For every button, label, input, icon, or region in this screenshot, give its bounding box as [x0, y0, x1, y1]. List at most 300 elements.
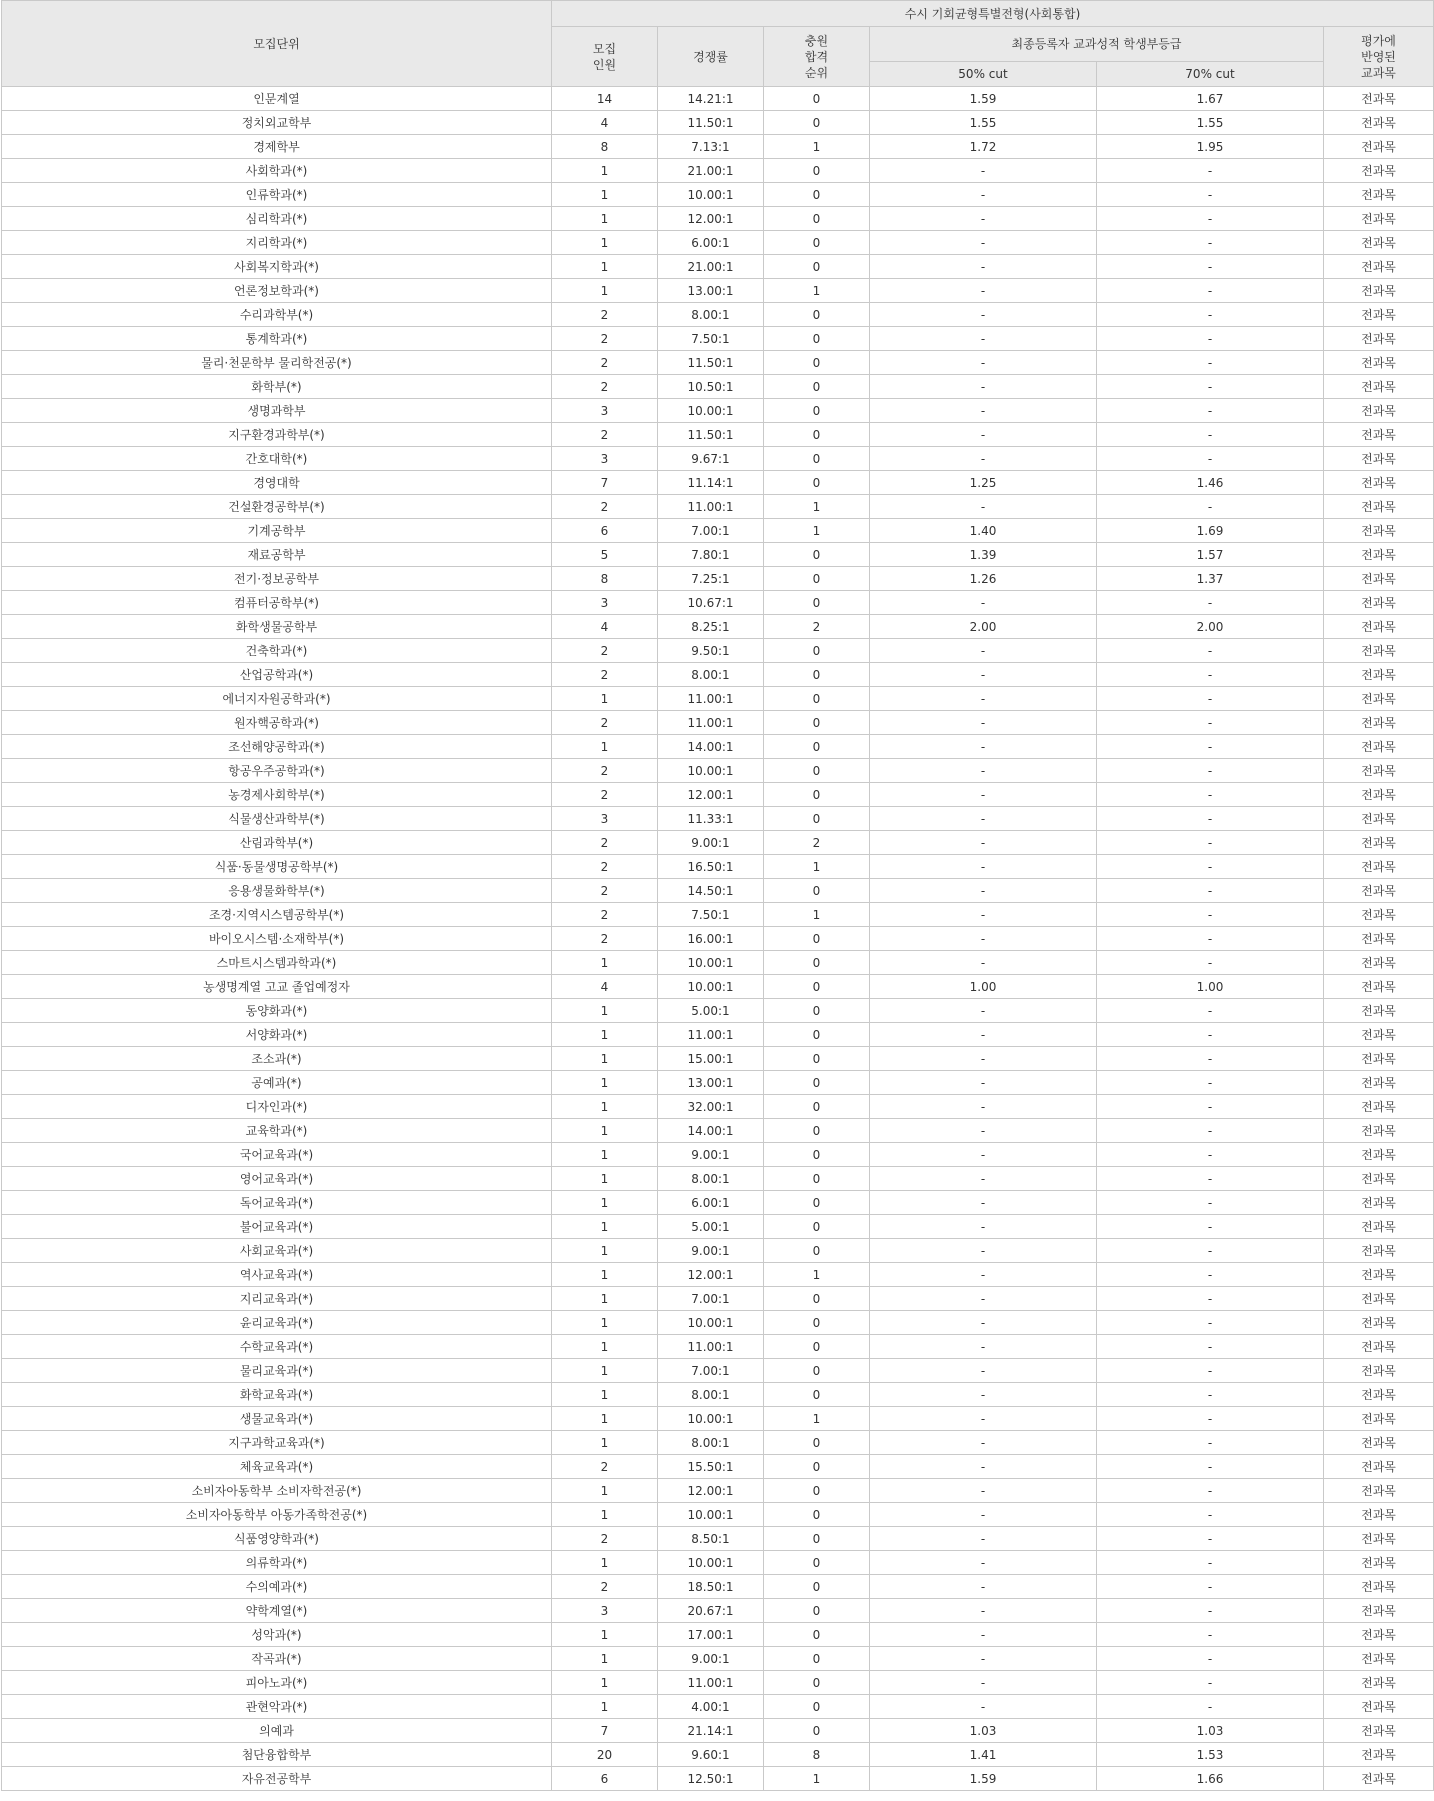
rank-cell: 0 [764, 999, 870, 1023]
table-row [2, 1095, 1434, 1119]
cut70-cell: - [1097, 231, 1324, 255]
table-row [2, 327, 1434, 351]
quota-cell: 1 [552, 1431, 658, 1455]
cut70-cell: - [1097, 783, 1324, 807]
rank-cell: 0 [764, 567, 870, 591]
quota-cell: 4 [552, 615, 658, 639]
rank-cell: 0 [764, 471, 870, 495]
unit-cell: 인문계열 [2, 87, 552, 111]
cut70-cell: - [1097, 759, 1324, 783]
table-row [2, 1479, 1434, 1503]
ratio-cell: 9.00:1 [658, 1647, 764, 1671]
rank-cell: 0 [764, 1551, 870, 1575]
cut70-cell: - [1097, 687, 1324, 711]
quota-cell: 1 [552, 1623, 658, 1647]
ratio-cell: 11.50:1 [658, 423, 764, 447]
quota-cell: 1 [552, 159, 658, 183]
rank-cell: 0 [764, 1671, 870, 1695]
quota-cell: 3 [552, 447, 658, 471]
subjects-cell: 전과목 [1324, 711, 1434, 735]
cut70-cell: 1.53 [1097, 1743, 1324, 1767]
rank-cell: 0 [764, 1167, 870, 1191]
cut50-cell: - [870, 807, 1097, 831]
subjects-cell: 전과목 [1324, 1143, 1434, 1167]
subjects-cell: 전과목 [1324, 87, 1434, 111]
ratio-cell: 4.00:1 [658, 1695, 764, 1719]
subjects-cell: 전과목 [1324, 111, 1434, 135]
cut50-cell: 1.00 [870, 975, 1097, 999]
unit-cell: 물리·천문학부 물리학전공(*) [2, 351, 552, 375]
unit-cell: 국어교육과(*) [2, 1143, 552, 1167]
ratio-cell: 16.50:1 [658, 855, 764, 879]
quota-cell: 1 [552, 231, 658, 255]
cut50-cell: - [870, 927, 1097, 951]
unit-cell: 물리교육과(*) [2, 1359, 552, 1383]
cut70-cell: - [1097, 1479, 1324, 1503]
unit-cell: 소비자아동학부 아동가족학전공(*) [2, 1503, 552, 1527]
unit-cell: 식품영양학과(*) [2, 1527, 552, 1551]
cut70-cell: - [1097, 495, 1324, 519]
cut50-cell: - [870, 663, 1097, 687]
cut70-cell: - [1097, 1695, 1324, 1719]
subjects-cell: 전과목 [1324, 1719, 1434, 1743]
ratio-cell: 11.50:1 [658, 351, 764, 375]
subjects-cell: 전과목 [1324, 1695, 1434, 1719]
rank-cell: 0 [764, 1695, 870, 1719]
rank-cell: 1 [764, 903, 870, 927]
ratio-cell: 14.50:1 [658, 879, 764, 903]
unit-cell: 역사교육과(*) [2, 1263, 552, 1287]
quota-cell: 2 [552, 327, 658, 351]
subjects-cell: 전과목 [1324, 135, 1434, 159]
table-row [2, 711, 1434, 735]
rank-cell: 0 [764, 351, 870, 375]
rank-cell: 0 [764, 1143, 870, 1167]
table-row [2, 1527, 1434, 1551]
header-quota: 모집 인원 [552, 27, 658, 87]
cut50-cell: - [870, 591, 1097, 615]
ratio-cell: 10.00:1 [658, 1407, 764, 1431]
unit-cell: 첨단융합학부 [2, 1743, 552, 1767]
quota-cell: 1 [552, 1383, 658, 1407]
rank-cell: 0 [764, 1623, 870, 1647]
table-row [2, 279, 1434, 303]
subjects-cell: 전과목 [1324, 1119, 1434, 1143]
subjects-cell: 전과목 [1324, 615, 1434, 639]
unit-cell: 정치외교학부 [2, 111, 552, 135]
quota-cell: 1 [552, 1479, 658, 1503]
subjects-cell: 전과목 [1324, 159, 1434, 183]
table-row [2, 519, 1434, 543]
rank-cell: 1 [764, 855, 870, 879]
table-row [2, 1503, 1434, 1527]
rank-cell: 0 [764, 303, 870, 327]
table-row [2, 855, 1434, 879]
ratio-cell: 7.80:1 [658, 543, 764, 567]
ratio-cell: 10.00:1 [658, 1311, 764, 1335]
subjects-cell: 전과목 [1324, 543, 1434, 567]
ratio-cell: 8.25:1 [658, 615, 764, 639]
subjects-cell: 전과목 [1324, 639, 1434, 663]
table-row [2, 735, 1434, 759]
quota-cell: 1 [552, 1359, 658, 1383]
rank-cell: 0 [764, 927, 870, 951]
unit-cell: 응용생물화학부(*) [2, 879, 552, 903]
cut70-cell: - [1097, 951, 1324, 975]
quota-cell: 1 [552, 999, 658, 1023]
table-row [2, 567, 1434, 591]
cut70-cell: - [1097, 1143, 1324, 1167]
cut50-cell: - [870, 759, 1097, 783]
unit-cell: 항공우주공학과(*) [2, 759, 552, 783]
cut70-cell: - [1097, 639, 1324, 663]
table-row [2, 375, 1434, 399]
ratio-cell: 9.00:1 [658, 831, 764, 855]
ratio-cell: 8.00:1 [658, 1167, 764, 1191]
cut50-cell: - [870, 1479, 1097, 1503]
quota-cell: 1 [552, 183, 658, 207]
unit-cell: 사회학과(*) [2, 159, 552, 183]
ratio-cell: 9.00:1 [658, 1143, 764, 1167]
ratio-cell: 21.00:1 [658, 159, 764, 183]
ratio-cell: 6.00:1 [658, 1191, 764, 1215]
unit-cell: 조경·지역시스템공학부(*) [2, 903, 552, 927]
cut70-cell: - [1097, 1167, 1324, 1191]
table-row [2, 639, 1434, 663]
subjects-cell: 전과목 [1324, 1647, 1434, 1671]
quota-cell: 1 [552, 279, 658, 303]
quota-cell: 1 [552, 1695, 658, 1719]
quota-cell: 2 [552, 663, 658, 687]
unit-cell: 조선해양공학과(*) [2, 735, 552, 759]
rank-cell: 0 [764, 639, 870, 663]
quota-cell: 2 [552, 351, 658, 375]
rank-cell: 0 [764, 183, 870, 207]
cut50-cell: - [870, 903, 1097, 927]
subjects-cell: 전과목 [1324, 303, 1434, 327]
quota-cell: 7 [552, 471, 658, 495]
quota-cell: 2 [552, 1575, 658, 1599]
ratio-cell: 10.00:1 [658, 759, 764, 783]
cut70-cell: - [1097, 999, 1324, 1023]
cut50-cell: - [870, 1623, 1097, 1647]
cut70-cell: - [1097, 1335, 1324, 1359]
subjects-cell: 전과목 [1324, 1599, 1434, 1623]
cut50-cell: - [870, 1527, 1097, 1551]
header-cut70: 70% cut [1097, 62, 1324, 87]
cut70-cell: - [1097, 1311, 1324, 1335]
table-row [2, 1023, 1434, 1047]
unit-cell: 생물교육과(*) [2, 1407, 552, 1431]
table-row [2, 1743, 1434, 1767]
table-row [2, 927, 1434, 951]
unit-cell: 경영대학 [2, 471, 552, 495]
subjects-cell: 전과목 [1324, 1575, 1434, 1599]
unit-cell: 지리교육과(*) [2, 1287, 552, 1311]
table-row [2, 1263, 1434, 1287]
subjects-cell: 전과목 [1324, 759, 1434, 783]
unit-cell: 관현악과(*) [2, 1695, 552, 1719]
header-subjects: 평가에 반영된 교과목 [1324, 27, 1434, 87]
quota-cell: 2 [552, 927, 658, 951]
cut70-cell: - [1097, 591, 1324, 615]
quota-cell: 2 [552, 903, 658, 927]
quota-cell: 1 [552, 1167, 658, 1191]
table-row [2, 111, 1434, 135]
unit-cell: 소비자아동학부 소비자학전공(*) [2, 1479, 552, 1503]
quota-cell: 5 [552, 543, 658, 567]
cut50-cell: 1.72 [870, 135, 1097, 159]
rank-cell: 0 [764, 975, 870, 999]
quota-cell: 1 [552, 1503, 658, 1527]
subjects-cell: 전과목 [1324, 687, 1434, 711]
cut50-cell: - [870, 1431, 1097, 1455]
ratio-cell: 10.00:1 [658, 1503, 764, 1527]
cut70-cell: - [1097, 1623, 1324, 1647]
cut50-cell: - [870, 831, 1097, 855]
subjects-cell: 전과목 [1324, 735, 1434, 759]
cut70-cell: - [1097, 159, 1324, 183]
table-row [2, 879, 1434, 903]
cut50-cell: 1.39 [870, 543, 1097, 567]
table-row [2, 1191, 1434, 1215]
table-row [2, 1071, 1434, 1095]
unit-cell: 의류학과(*) [2, 1551, 552, 1575]
subjects-cell: 전과목 [1324, 183, 1434, 207]
subjects-cell: 전과목 [1324, 1503, 1434, 1527]
cut70-cell: - [1097, 1071, 1324, 1095]
table-row [2, 1383, 1434, 1407]
table-row [2, 351, 1434, 375]
table-row [2, 615, 1434, 639]
rank-cell: 1 [764, 519, 870, 543]
cut70-cell: - [1097, 879, 1324, 903]
subjects-cell: 전과목 [1324, 591, 1434, 615]
cut50-cell: 1.26 [870, 567, 1097, 591]
unit-cell: 식품·동물생명공학부(*) [2, 855, 552, 879]
rank-cell: 0 [764, 1239, 870, 1263]
unit-cell: 성악과(*) [2, 1623, 552, 1647]
unit-cell: 영어교육과(*) [2, 1167, 552, 1191]
rank-cell: 0 [764, 711, 870, 735]
table-row [2, 1215, 1434, 1239]
rank-cell: 0 [764, 783, 870, 807]
quota-cell: 3 [552, 591, 658, 615]
rank-cell: 0 [764, 1335, 870, 1359]
unit-cell: 화학교육과(*) [2, 1383, 552, 1407]
subjects-cell: 전과목 [1324, 495, 1434, 519]
rank-cell: 0 [764, 1311, 870, 1335]
quota-cell: 1 [552, 1119, 658, 1143]
quota-cell: 1 [552, 1023, 658, 1047]
rank-cell: 0 [764, 1095, 870, 1119]
cut70-cell: - [1097, 207, 1324, 231]
cut50-cell: - [870, 351, 1097, 375]
subjects-cell: 전과목 [1324, 1311, 1434, 1335]
unit-cell: 기계공학부 [2, 519, 552, 543]
cut50-cell: - [870, 1407, 1097, 1431]
unit-cell: 심리학과(*) [2, 207, 552, 231]
unit-cell: 지구환경과학부(*) [2, 423, 552, 447]
rank-cell: 0 [764, 1455, 870, 1479]
cut70-cell: - [1097, 255, 1324, 279]
cut50-cell: - [870, 639, 1097, 663]
unit-cell: 경제학부 [2, 135, 552, 159]
ratio-cell: 14.21:1 [658, 87, 764, 111]
quota-cell: 1 [552, 1407, 658, 1431]
unit-cell: 언론정보학과(*) [2, 279, 552, 303]
rank-cell: 0 [764, 423, 870, 447]
subjects-cell: 전과목 [1324, 1071, 1434, 1095]
ratio-cell: 14.00:1 [658, 1119, 764, 1143]
rank-cell: 0 [764, 399, 870, 423]
unit-cell: 사회교육과(*) [2, 1239, 552, 1263]
table-row [2, 1431, 1434, 1455]
cut50-cell: - [870, 1455, 1097, 1479]
rank-cell: 1 [764, 279, 870, 303]
subjects-cell: 전과목 [1324, 1431, 1434, 1455]
cut70-cell: - [1097, 903, 1324, 927]
quota-cell: 1 [552, 255, 658, 279]
subjects-cell: 전과목 [1324, 807, 1434, 831]
table-row [2, 1575, 1434, 1599]
quota-cell: 3 [552, 807, 658, 831]
rank-cell: 0 [764, 879, 870, 903]
ratio-cell: 10.00:1 [658, 183, 764, 207]
rank-cell: 0 [764, 687, 870, 711]
cut50-cell: - [870, 1647, 1097, 1671]
rank-cell: 1 [764, 135, 870, 159]
table-row [2, 807, 1434, 831]
unit-cell: 산업공학과(*) [2, 663, 552, 687]
subjects-cell: 전과목 [1324, 879, 1434, 903]
header-rank: 충원 합격 순위 [764, 27, 870, 87]
subjects-cell: 전과목 [1324, 1239, 1434, 1263]
subjects-cell: 전과목 [1324, 1671, 1434, 1695]
rank-cell: 8 [764, 1743, 870, 1767]
unit-cell: 건설환경공학부(*) [2, 495, 552, 519]
unit-cell: 수리과학부(*) [2, 303, 552, 327]
quota-cell: 1 [552, 1095, 658, 1119]
subjects-cell: 전과목 [1324, 1407, 1434, 1431]
ratio-cell: 12.00:1 [658, 1479, 764, 1503]
unit-cell: 농경제사회학부(*) [2, 783, 552, 807]
cut70-cell: 1.03 [1097, 1719, 1324, 1743]
subjects-cell: 전과목 [1324, 207, 1434, 231]
table-row [2, 1551, 1434, 1575]
rank-cell: 0 [764, 1191, 870, 1215]
quota-cell: 1 [552, 1671, 658, 1695]
unit-cell: 윤리교육과(*) [2, 1311, 552, 1335]
subjects-cell: 전과목 [1324, 1287, 1434, 1311]
rank-cell: 0 [764, 951, 870, 975]
subjects-cell: 전과목 [1324, 1047, 1434, 1071]
quota-cell: 2 [552, 495, 658, 519]
cut50-cell: - [870, 1047, 1097, 1071]
header-group: 수시 기회균형특별전형(사회통합) [552, 1, 1434, 27]
subjects-cell: 전과목 [1324, 1335, 1434, 1359]
ratio-cell: 12.00:1 [658, 1263, 764, 1287]
unit-cell: 공예과(*) [2, 1071, 552, 1095]
subjects-cell: 전과목 [1324, 927, 1434, 951]
quota-cell: 1 [552, 1239, 658, 1263]
cut70-cell: - [1097, 1287, 1324, 1311]
cut70-cell: - [1097, 303, 1324, 327]
quota-cell: 2 [552, 711, 658, 735]
cut50-cell: - [870, 735, 1097, 759]
header-ratio: 경쟁률 [658, 27, 764, 87]
cut50-cell: - [870, 1575, 1097, 1599]
cut70-cell: - [1097, 1671, 1324, 1695]
table-row [2, 999, 1434, 1023]
ratio-cell: 7.50:1 [658, 327, 764, 351]
unit-cell: 인류학과(*) [2, 183, 552, 207]
rank-cell: 0 [764, 1215, 870, 1239]
cut50-cell: - [870, 1023, 1097, 1047]
cut50-cell: - [870, 495, 1097, 519]
table-row [2, 1719, 1434, 1743]
subjects-cell: 전과목 [1324, 447, 1434, 471]
quota-cell: 2 [552, 639, 658, 663]
subjects-cell: 전과목 [1324, 1455, 1434, 1479]
rank-cell: 0 [764, 663, 870, 687]
cut70-cell: - [1097, 183, 1324, 207]
header-cut50: 50% cut [870, 62, 1097, 87]
unit-cell: 간호대학(*) [2, 447, 552, 471]
cut50-cell: - [870, 1119, 1097, 1143]
unit-cell: 서양화과(*) [2, 1023, 552, 1047]
table-row [2, 759, 1434, 783]
ratio-cell: 9.50:1 [658, 639, 764, 663]
quota-cell: 1 [552, 1071, 658, 1095]
table-row [2, 255, 1434, 279]
cut70-cell: 1.69 [1097, 519, 1324, 543]
quota-cell: 1 [552, 1551, 658, 1575]
unit-cell: 지구과학교육과(*) [2, 1431, 552, 1455]
subjects-cell: 전과목 [1324, 255, 1434, 279]
quota-cell: 6 [552, 1767, 658, 1791]
rank-cell: 0 [764, 759, 870, 783]
ratio-cell: 11.00:1 [658, 1335, 764, 1359]
quota-cell: 20 [552, 1743, 658, 1767]
ratio-cell: 7.00:1 [658, 1359, 764, 1383]
rank-cell: 0 [764, 1383, 870, 1407]
ratio-cell: 12.00:1 [658, 207, 764, 231]
rank-cell: 1 [764, 1767, 870, 1791]
cut50-cell: - [870, 1551, 1097, 1575]
table-row [2, 1599, 1434, 1623]
table-row [2, 1167, 1434, 1191]
cut50-cell: - [870, 183, 1097, 207]
subjects-cell: 전과목 [1324, 327, 1434, 351]
ratio-cell: 9.67:1 [658, 447, 764, 471]
quota-cell: 2 [552, 783, 658, 807]
subjects-cell: 전과목 [1324, 423, 1434, 447]
subjects-cell: 전과목 [1324, 375, 1434, 399]
ratio-cell: 7.13:1 [658, 135, 764, 159]
rank-cell: 0 [764, 1575, 870, 1599]
unit-cell: 체육교육과(*) [2, 1455, 552, 1479]
cut50-cell: - [870, 399, 1097, 423]
subjects-cell: 전과목 [1324, 231, 1434, 255]
cut70-cell: - [1097, 1191, 1324, 1215]
cut70-cell: 1.67 [1097, 87, 1324, 111]
cut50-cell: - [870, 1695, 1097, 1719]
cut70-cell: - [1097, 327, 1324, 351]
quota-cell: 1 [552, 1215, 658, 1239]
unit-cell: 의예과 [2, 1719, 552, 1743]
ratio-cell: 9.00:1 [658, 1239, 764, 1263]
